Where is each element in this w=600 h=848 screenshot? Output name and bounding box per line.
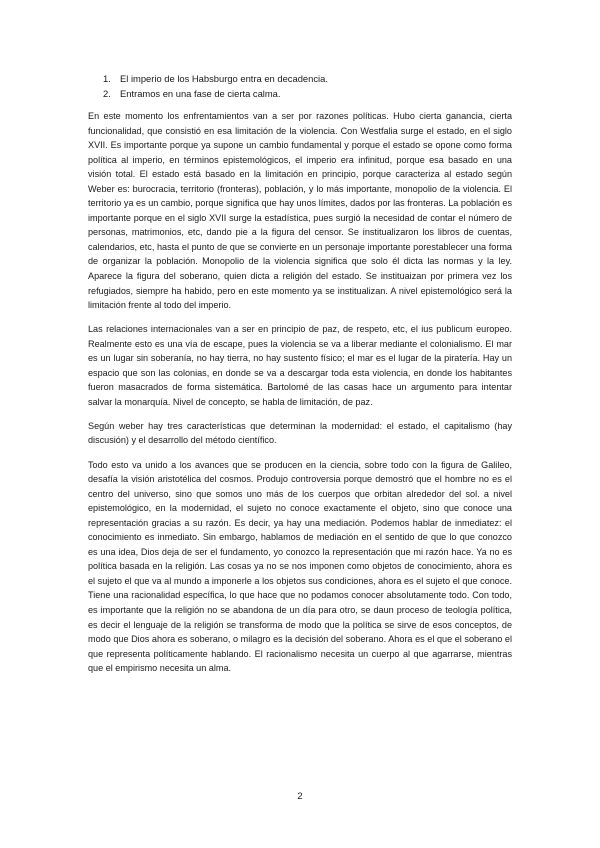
- list-item: [103, 71, 328, 86]
- list-item-number: 1.: [103, 73, 111, 84]
- body-text: [88, 109, 512, 685]
- list-item-text: El imperio de los Habsburgo entra en decadencia.: [120, 73, 328, 84]
- list-item-text: Entramos en una fase de cierta calma.: [120, 88, 281, 99]
- list-item: [103, 86, 328, 101]
- paragraph: Todo esto va unido a los avances que se producen en la ciencia, sobre todo con la figura de Galileo, desafía la visión aristotélica del cosmos. Produjo controversia porque demostró que el hombre no es el centro del universo, sino que somos uno más de los cuerpos que orbitan alrededor del sol. a nivel epistemológico, en la modernidad, el sujeto no conoce exactamente el objeto, sino que conoce una representación gracias a su razón. Es decir, ya hay una mediación. Podemos hablar de inmediatez: el conocimiento es inmediato. Sin embargo, hablamos de mediación en el sentido de que lo que conozco es una idea, Dios deja de ser el fundamento, yo conozco la representación que mi razón hace. Ya no es política basada en la religión. Las cosas ya no se nos imponen como objetos de conocimiento, ahora es el sujeto el que va al mundo a imponerle a los objetos sus condiciones, ahora es el sujeto el que conoce. Tiene una racionalidad específica, lo que hace que no podamos conocer absolutamente todo. Con todo, es importante que la religión no se abandona de un día para otro, se daun proceso de teología política, es decir el lenguaje de la religión se transforma de modo que la política se sirve de esos conceptos, de modo que Dios ahora es soberano, o milagro es la decisión del soberano. Ahora es el que el soberano el que representa políticamente hablando. El racionalismo necesita un cuerpo al que agarrarse, mientras que el empirismo necesita un alma.: [88, 459, 512, 674]
- paragraph: En este momento los enfrentamientos van a ser por razones políticas. Hubo cierta ganancia, cierta funcionalidad, que consistió en esa limitación de la violencia. Con Westfalia surge el estado, en el siglo XVII. Es importante porque ya supone un cambio fundamental y porque el estado se opone como forma política al imperio, en términos epistemológicos, el imperio era infinitud, porque esa basado en una visión total. El estado está basado en la limitación en principio, porque caracteriza al estado según Weber es: burocracia, territorio (fronteras), población, y lo más importante, monopolio de la violencia. El territorio ya es un cambio, porque significa que hay unos límites, dados por las fronteras. La población es importante porque en el siglo XVII surge la estadística, pues surgió la necesidad de contar el número de personas, matrimonios, etc, dando pie a la figura del censor. Se institualizaron los libros de cuentas, calendarios, etc, hasta el punto de que se convierte en un personaje importante porestablecer una forma de organizar la población. Monopolio de la violencia significa que solo él dicta las normas y la ley. Aparece la figura del soberano, quien dicta a religión del estado. Se instituaizan por primera vez los refugiados, siempre ha habido, pero en este momento ya se institualizan. A nivel epistemológico será la limitación frente al todo del imperio.: [88, 111, 512, 311]
- paragraph: Según weber hay tres características que determinan la modernidad: el estado, el capitalismo (hay discusión) y el desarrollo del método científico.: [88, 420, 512, 446]
- numbered-list: [103, 71, 328, 101]
- paragraph: Las relaciones internacionales van a ser en principio de paz, de respeto, etc, el ius publicum europeo. Realmente esto es una vía de escape, pues la violencia se va a liberar mediante el colonialismo. El mar es un lugar sin soberanía, no hay tierra, no hay sustento físico; el mar es el lugar de la piratería. Hay un espacio que son las colonias, en donde se va a descargar toda esta violencia, en donde los habitantes fueron masacrados de forma sistemática. Bartolomé de las casas hace un argumento para intentar salvar la monarquía. Nivel de concepto, se habla de limitación, de paz.: [88, 324, 512, 407]
- page-number: 2: [297, 790, 303, 801]
- list-item-number: 2.: [103, 88, 111, 99]
